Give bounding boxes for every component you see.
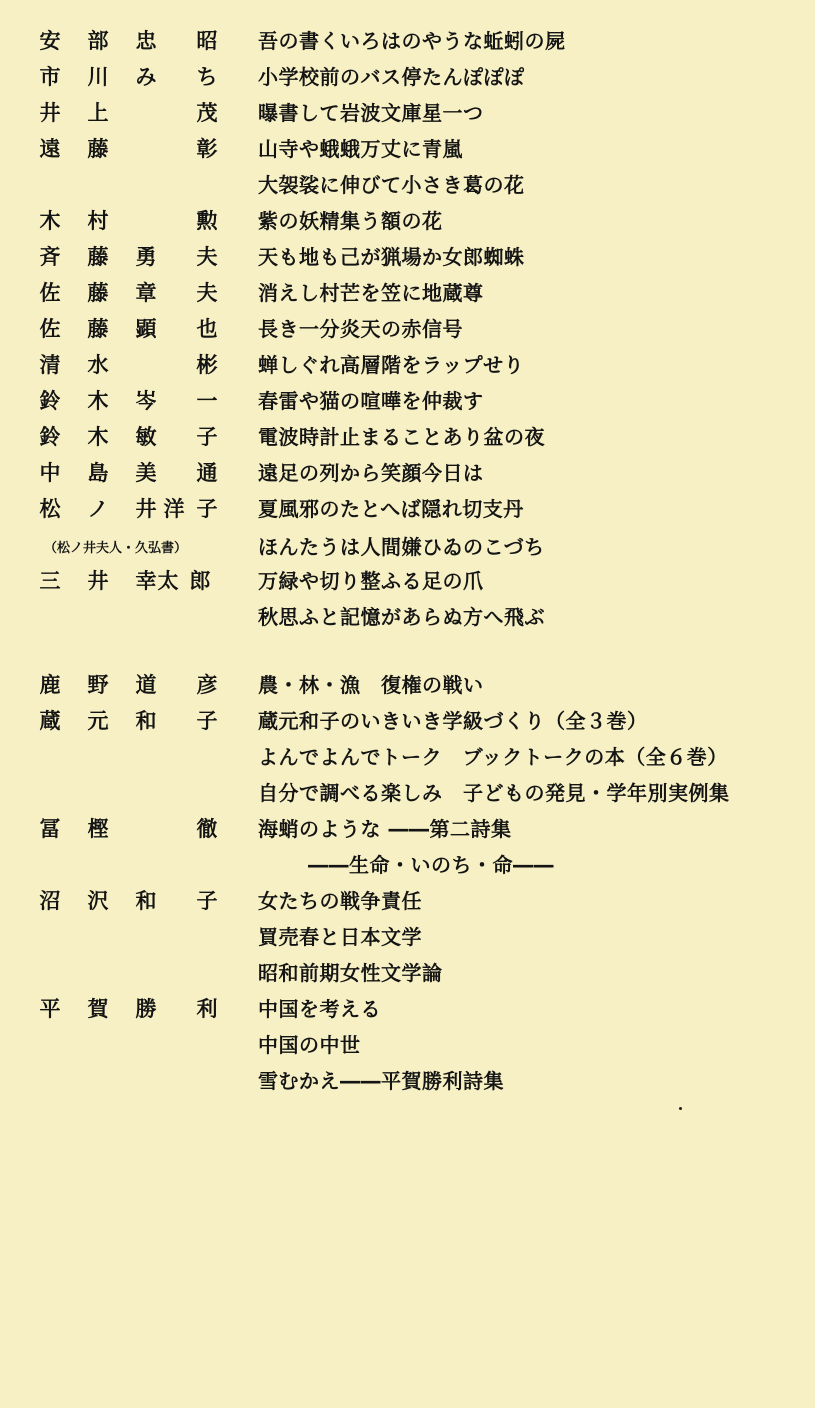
author-name-char: 幸 <box>135 569 157 593</box>
author-name <box>38 599 223 635</box>
author-name-char: 夫 <box>196 281 218 305</box>
entry-row <box>0 599 815 635</box>
work-title: 吾の書くいろはのやうな蚯蚓の屍 <box>258 29 566 53</box>
author-name-char: 也 <box>196 317 218 341</box>
work-title: 長き一分炎天の赤信号 <box>258 317 463 341</box>
entry-row <box>0 563 815 599</box>
author-name-char: 佐 <box>39 281 61 305</box>
entry-row <box>0 811 815 847</box>
author-name-char: 鹿 <box>39 673 61 697</box>
entry-row <box>0 167 815 203</box>
author-name <box>38 455 223 491</box>
author-name-char: 冨 <box>39 817 61 841</box>
entry-row <box>0 311 815 347</box>
entry-row <box>0 23 815 59</box>
author-name-char: 清 <box>39 353 61 377</box>
author-name <box>38 739 223 775</box>
author-name-char: 彰 <box>196 137 218 161</box>
work-title: 自分で調べる楽しみ 子どもの発見・学年別実例集 <box>258 781 730 805</box>
author-name-char: 道 <box>135 673 157 697</box>
work-title: 雪むかえ――平賀勝利詩集 <box>258 1069 504 1093</box>
work-title: 農・林・漁 復権の戦い <box>258 673 484 697</box>
author-name-char: 藤 <box>87 245 109 269</box>
entry-row <box>0 239 815 275</box>
author-name-char: 沼 <box>39 889 61 913</box>
author-name-char: 樫 <box>87 817 109 841</box>
author-name-char: 沢 <box>87 889 109 913</box>
author-name <box>38 239 223 275</box>
author-name-char: 和 <box>135 889 157 913</box>
work-title: 電波時計止まることあり盆の夜 <box>258 425 545 449</box>
work-title: 遠足の列から笑顔今日は <box>258 461 484 485</box>
author-name-char: 通 <box>196 461 218 485</box>
work-title: 蝉しぐれ高層階をラップせり <box>258 353 525 377</box>
entry-row <box>0 131 815 167</box>
author-name-char: 昭 <box>196 29 218 53</box>
author-name-char: 子 <box>196 425 218 449</box>
work-title: 蔵元和子のいきいき学級づくり（全３巻） <box>258 709 648 733</box>
work-title: 山寺や蛾蛾万丈に青嵐 <box>258 137 463 161</box>
entry-row <box>0 847 815 883</box>
entry-row <box>0 491 815 527</box>
work-title: 小学校前のバス停たんぽぽぽ <box>258 65 525 89</box>
author-name <box>38 131 223 167</box>
author-name-char: 部 <box>87 29 109 53</box>
author-name-char: 木 <box>39 209 61 233</box>
author-name-char: 勇 <box>135 245 157 269</box>
author-name-char: 彬 <box>196 353 218 377</box>
author-name-char: 章 <box>135 281 157 305</box>
author-name <box>38 59 223 95</box>
author-name-char: 顕 <box>135 317 157 341</box>
work-title: ほんたうは人間嫌ひゐのこづち <box>258 535 545 559</box>
author-name-char: 子 <box>196 709 218 733</box>
author-name-char: 川 <box>87 65 109 89</box>
author-name <box>38 919 223 955</box>
author-name <box>38 847 223 883</box>
author-name-char: 村 <box>87 209 109 233</box>
author-name <box>38 811 223 847</box>
author-name-char: 木 <box>87 389 109 413</box>
author-name-char: 子 <box>196 497 218 521</box>
author-name-char: 勝 <box>135 997 157 1021</box>
author-name-char: 郎 <box>189 569 211 593</box>
work-title: ――生命・いのち・命―― <box>308 853 554 877</box>
work-title: よんでよんでトーク ブックトークの本（全６巻） <box>258 745 728 769</box>
author-name-char: 水 <box>87 353 109 377</box>
author-name <box>38 167 223 203</box>
author-name-char: み <box>135 65 157 89</box>
author-name-char: 和 <box>135 709 157 733</box>
author-name-char: 鈴 <box>39 425 61 449</box>
author-name <box>38 311 223 347</box>
author-name-char: 藤 <box>87 137 109 161</box>
author-name-char: 敏 <box>135 425 157 449</box>
author-name-char: 岑 <box>135 389 157 413</box>
author-name <box>38 991 223 1027</box>
author-name-char: 彦 <box>196 673 218 697</box>
author-name-char: 木 <box>87 425 109 449</box>
work-title: 紫の妖精集う額の花 <box>258 209 443 233</box>
author-name <box>38 563 223 599</box>
entry-row <box>0 455 815 491</box>
entry-row <box>0 1027 815 1063</box>
author-name-char: 松 <box>39 497 61 521</box>
work-title: 中国を考える <box>258 997 381 1021</box>
work-title: 昭和前期女性文学論 <box>258 961 443 985</box>
entry-row <box>0 775 815 811</box>
author-name-char: 平 <box>39 997 61 1021</box>
entry-row <box>0 1063 815 1099</box>
author-name-char: 島 <box>87 461 109 485</box>
author-name <box>38 419 223 455</box>
author-name-char: 野 <box>87 673 109 697</box>
ink-speck <box>679 1107 682 1110</box>
author-name-char: 蔵 <box>39 709 61 733</box>
entry-row <box>0 919 815 955</box>
entry-row <box>0 203 815 239</box>
entry-row <box>0 383 815 419</box>
work-title: 万緑や切り整ふる足の爪 <box>258 569 484 593</box>
author-name-char: 藤 <box>87 281 109 305</box>
entry-row <box>0 739 815 775</box>
entry-row <box>0 347 815 383</box>
entry-row <box>0 955 815 991</box>
author-name <box>38 883 223 919</box>
work-title: 秋思ふと記憶があらぬ方へ飛ぶ <box>258 605 545 629</box>
author-name <box>38 203 223 239</box>
author-name <box>38 955 223 991</box>
author-name-char: 鈴 <box>39 389 61 413</box>
author-name-char: 洋 <box>163 497 185 521</box>
author-name-char: 井 <box>87 569 109 593</box>
author-name-char: 遠 <box>39 137 61 161</box>
author-name <box>38 23 223 59</box>
entry-row <box>0 991 815 1027</box>
entry-row <box>0 529 815 565</box>
work-title: 消えし村芒を笠に地蔵尊 <box>258 281 484 305</box>
author-name-char: 安 <box>39 29 61 53</box>
author-name <box>38 667 223 703</box>
entry-row <box>0 419 815 455</box>
author-name-char: ノ <box>87 497 109 521</box>
work-title: 女たちの戦争責任 <box>258 889 422 913</box>
work-title: 夏風邪のたとへば隠れ切支丹 <box>258 497 524 521</box>
entry-row <box>0 667 815 703</box>
author-name-char: 茂 <box>196 101 218 125</box>
author-name <box>38 703 223 739</box>
author-name-char: 佐 <box>39 317 61 341</box>
work-title: 天も地も己が猟場か女郎蜘蛛 <box>258 245 525 269</box>
work-title: 中国の中世 <box>258 1033 361 1057</box>
author-name-char: 藤 <box>87 317 109 341</box>
entry-row <box>0 95 815 131</box>
author-name-char: 子 <box>196 889 218 913</box>
author-name <box>38 1063 223 1099</box>
author-name-char: 忠 <box>135 29 157 53</box>
author-name-char: 徹 <box>196 817 218 841</box>
work-title: 買売春と日本文学 <box>258 925 422 949</box>
author-name <box>38 347 223 383</box>
author-name-char: 三 <box>39 569 61 593</box>
work-title: 曝書して岩波文庫星一つ <box>258 101 484 125</box>
author-name-char: 夫 <box>196 245 218 269</box>
author-name-char: 井 <box>39 101 61 125</box>
author-name-char: 元 <box>87 709 109 733</box>
author-name-char: 中 <box>39 461 61 485</box>
work-title: 春雷や猫の喧嘩を仲裁す <box>258 389 484 413</box>
author-name-char: 勲 <box>196 209 218 233</box>
entry-row <box>0 59 815 95</box>
author-name <box>38 275 223 311</box>
entry-row <box>0 275 815 311</box>
author-name <box>38 529 223 565</box>
author-name-char: 太 <box>157 569 179 593</box>
author-name-char: 一 <box>196 389 218 413</box>
work-title: 大袈裟に伸びて小さき葛の花 <box>258 173 525 197</box>
author-name-char: 利 <box>196 997 218 1021</box>
entry-row <box>0 883 815 919</box>
work-title: 海蛸のような ――第二詩集 <box>258 817 512 841</box>
author-name <box>38 491 223 527</box>
author-name <box>38 383 223 419</box>
author-name-char: 井 <box>135 497 157 521</box>
author-name <box>38 95 223 131</box>
author-name-char: 上 <box>87 101 109 125</box>
author-name-char: ち <box>196 65 218 89</box>
author-name-char: 美 <box>135 461 157 485</box>
author-note: （松ノ井夫人・久弘書） <box>44 541 188 556</box>
author-name-char: 賀 <box>87 997 109 1021</box>
entry-row <box>0 703 815 739</box>
author-name <box>38 1027 223 1063</box>
author-name-char: 市 <box>39 65 61 89</box>
author-name-char: 斉 <box>39 245 61 269</box>
author-name <box>38 775 223 811</box>
